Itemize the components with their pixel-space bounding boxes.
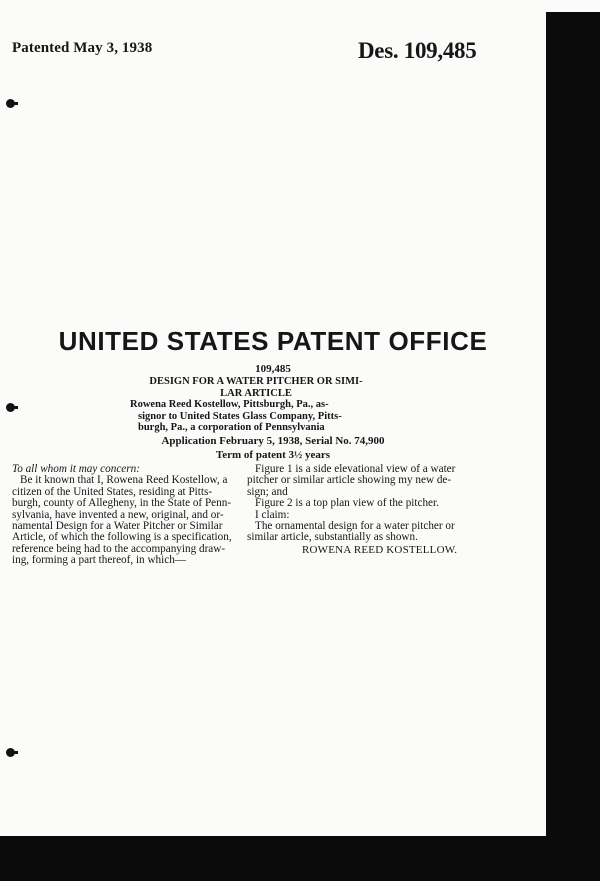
body-line: sign; and <box>247 485 288 498</box>
body-line: Article, of which the following is a specification, <box>12 531 232 544</box>
term-line: Term of patent 3½ years <box>215 449 331 461</box>
body-line: ing, forming a part thereof, in which— <box>12 554 186 567</box>
inventor-signature: ROWENA REED KOSTELLOW. <box>302 544 458 556</box>
body-line: sylvania, have invented a new, original, and or- <box>12 508 224 521</box>
body-line: The ornamental design for a water pitcher or <box>255 520 455 533</box>
left-column <box>12 464 234 567</box>
punch-hole-icon <box>6 403 15 412</box>
body-line: reference being had to the accompanying draw- <box>12 542 226 555</box>
punch-hole-icon <box>6 99 15 108</box>
body-line: Figure 2 is a top plan view of the pitcher. <box>255 497 439 510</box>
punch-hole-icon <box>6 748 15 757</box>
scan-edge-right <box>546 12 600 881</box>
patented-date: Patented May 3, 1938 <box>12 40 153 56</box>
design-number: Des. 109,485 <box>358 38 477 63</box>
patent-number: 109,485 <box>255 363 291 375</box>
body-line: namental Design for a Water Pitcher or Similar <box>12 520 223 533</box>
assignor-line: burgh, Pa., a corporation of Pennsylvania <box>138 422 325 433</box>
body-line: I claim: <box>255 508 290 521</box>
assignor-line: signor to United States Glass Company, Pitts- <box>138 410 342 422</box>
application-line: Application February 5, 1938, Serial No. 74,900 <box>161 435 385 447</box>
salutation: To all whom it may concern: <box>12 463 140 475</box>
design-title <box>130 376 382 399</box>
body-line: pitcher or similar article showing my new de- <box>247 474 452 487</box>
scan-edge-bottom <box>0 836 600 881</box>
body-line: Be it known that I, Rowena Reed Kostellow, a <box>20 474 228 487</box>
assignor-line: Rowena Reed Kostellow, Pittsburgh, Pa., as- <box>130 399 329 410</box>
assignor-block <box>130 399 388 434</box>
design-title-line: DESIGN FOR A WATER PITCHER OR SIMI- <box>149 376 363 387</box>
body-line: burgh, county of Allegheny, in the State of Penn- <box>12 497 232 510</box>
body-line: similar article, substantially as shown. <box>247 531 418 544</box>
body-line: citizen of the United States, residing at Pitts- <box>12 485 213 498</box>
right-column <box>247 464 465 544</box>
body-line: Figure 1 is a side elevational view of a water <box>255 463 456 475</box>
office-heading: UNITED STATES PATENT OFFICE <box>58 326 488 356</box>
design-title-line: LAR ARTICLE <box>220 387 292 399</box>
